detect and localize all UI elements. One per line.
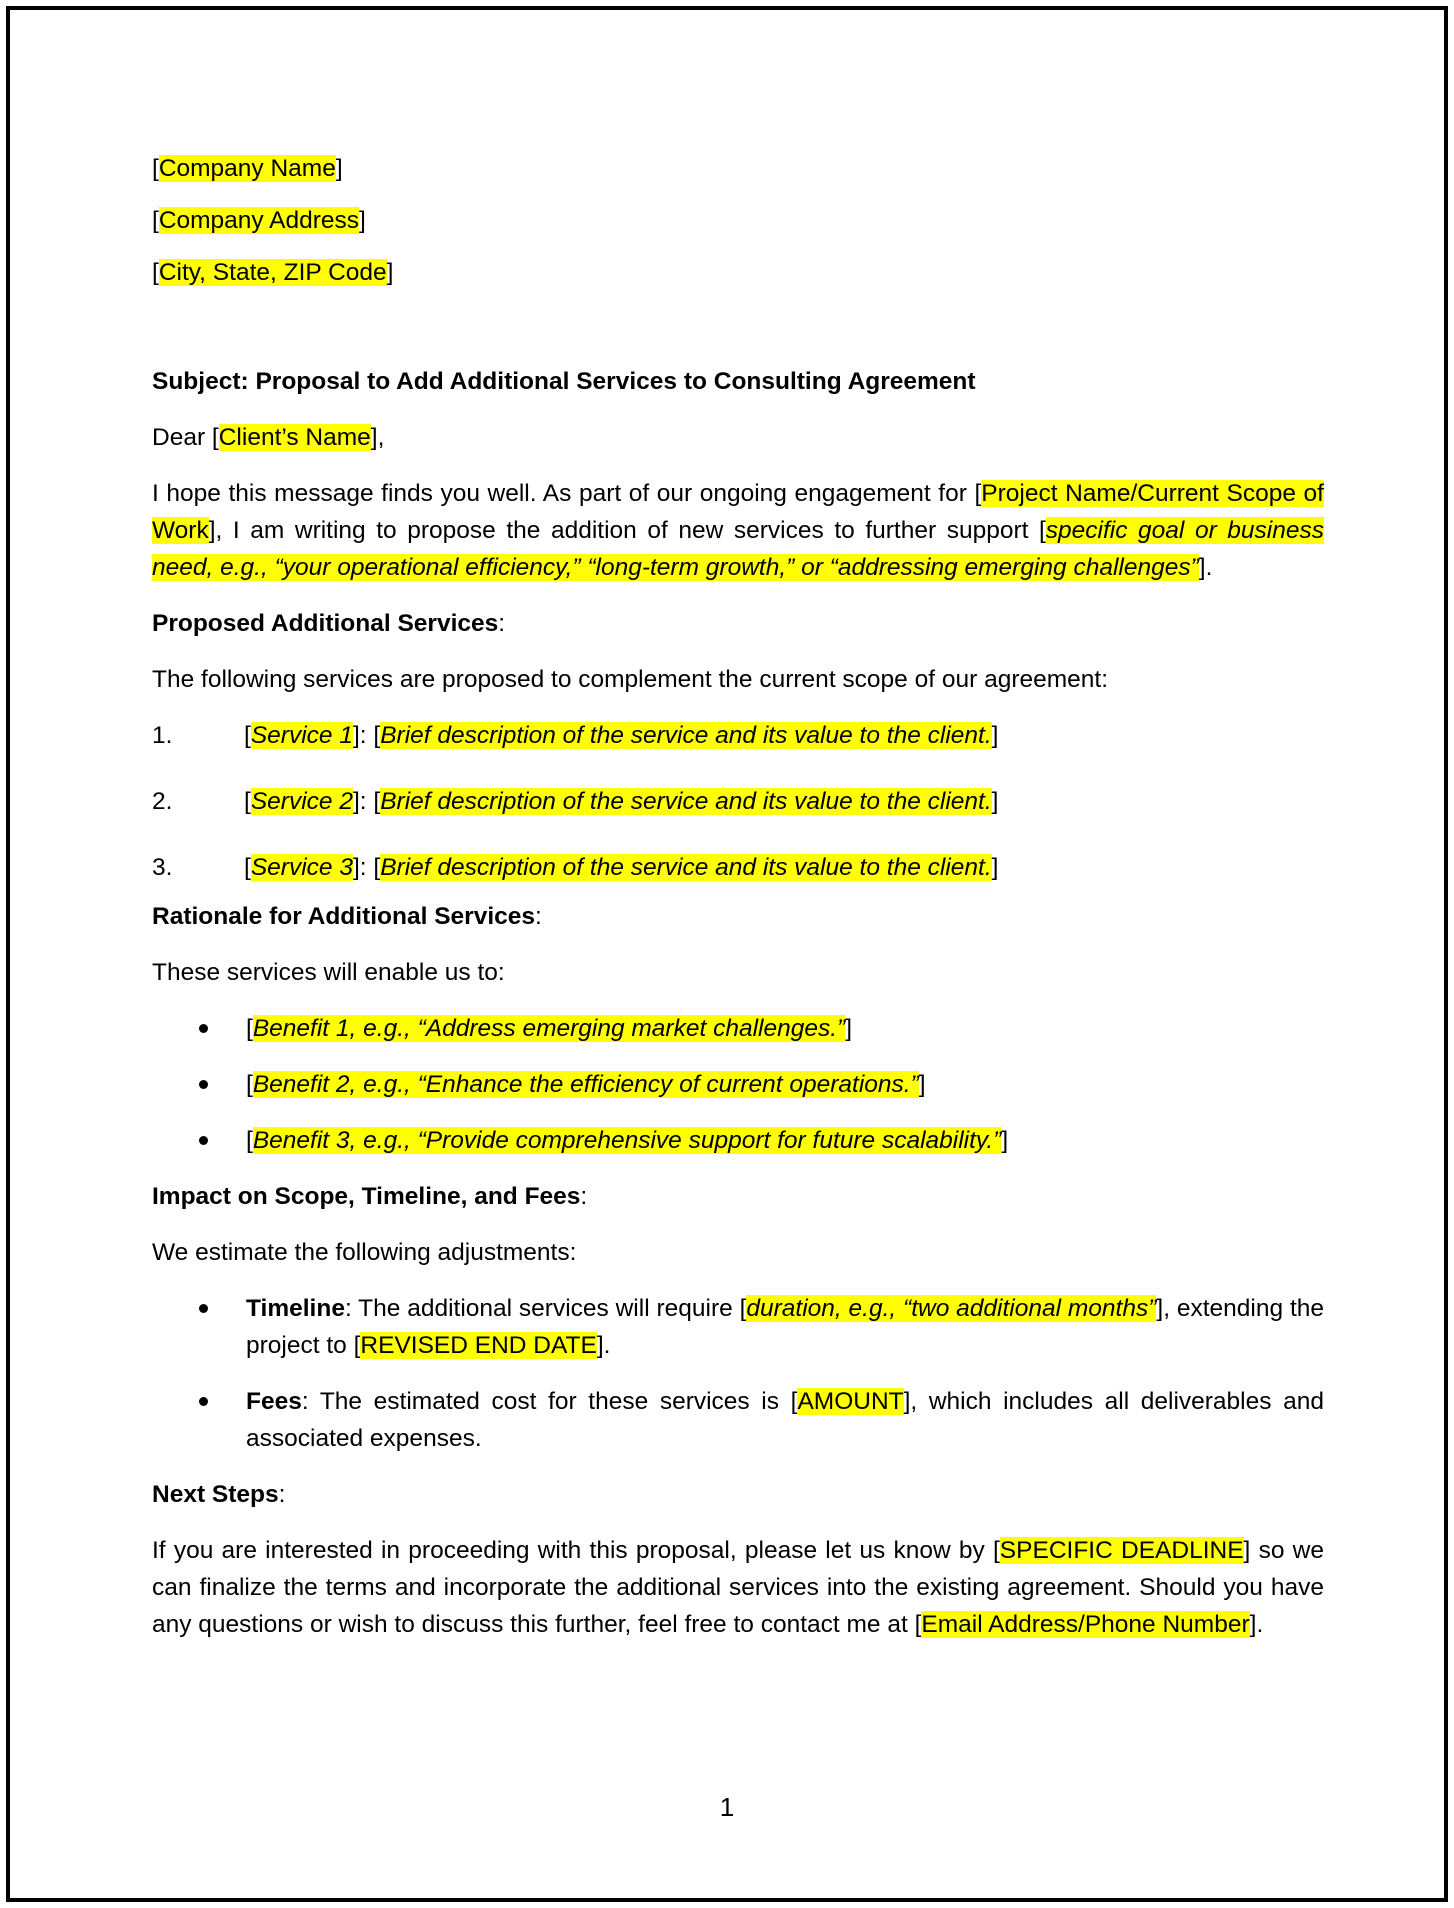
next-steps-text-3: . xyxy=(1256,1611,1264,1638)
intro-text-3: . xyxy=(1205,554,1213,581)
salutation: Dear [Client’s Name], xyxy=(152,424,385,451)
project-placeholder: Project Name/Current Scope of Work xyxy=(152,480,1324,544)
salutation-suffix: , xyxy=(377,424,385,451)
fees-text-1: : The estimated cost for these services is xyxy=(301,1388,791,1415)
impact-heading-line: Impact on Scope, Timeline, and Fees: xyxy=(152,1183,588,1210)
service-number: 1. xyxy=(152,722,173,749)
rationale-intro: These services will enable us to: xyxy=(152,959,505,986)
fees-label: Fees xyxy=(246,1388,302,1415)
services-intro: The following services are proposed to complement the current scope of our agreement: xyxy=(152,666,1109,693)
deadline-placeholder: SPECIFIC DEADLINE xyxy=(999,1537,1244,1564)
benefit-placeholder: Benefit 3, e.g., “Provide comprehensive support for future scalability.” xyxy=(252,1127,1002,1154)
bullet-icon xyxy=(199,1024,208,1033)
benefits-list xyxy=(152,1010,1324,1159)
company-name-line: [Company Name] xyxy=(152,155,343,182)
city-state-zip-placeholder: City, State, ZIP Code xyxy=(158,259,387,286)
impact-intro: We estimate the following adjustments: xyxy=(152,1239,577,1266)
end-date-placeholder: REVISED END DATE xyxy=(360,1332,597,1359)
rationale-heading: Rationale for Additional Services xyxy=(152,903,536,930)
bullet-icon xyxy=(199,1080,208,1089)
impact-list xyxy=(152,1290,1324,1457)
service-description-placeholder: Brief description of the service and its value to the client. xyxy=(380,722,992,749)
bullet-icon xyxy=(199,1136,208,1145)
impact-heading: Impact on Scope, Timeline, and Fees xyxy=(152,1183,581,1210)
next-steps-heading-line: Next Steps: xyxy=(152,1481,286,1508)
service-description-placeholder: Brief description of the service and its value to the client. xyxy=(380,788,992,815)
services-heading: Proposed Additional Services xyxy=(152,610,499,637)
services-heading-line: Proposed Additional Services: xyxy=(152,610,506,637)
timeline-text-3: . xyxy=(603,1332,611,1359)
salutation-prefix: Dear xyxy=(152,424,212,451)
next-steps-text-1: If you are interested in proceeding with this proposal, please let us know by xyxy=(152,1537,993,1564)
list-item: [Benefit 2, e.g., “Enhance the efficiency of current operations.”] xyxy=(152,1066,1324,1103)
intro-text-2: , I am writing to propose the addition of new services to further support xyxy=(215,517,1039,544)
city-state-zip-line: [City, State, ZIP Code] xyxy=(152,259,394,286)
subject-line: Subject: Proposal to Add Additional Services to Consulting Agreement xyxy=(152,368,976,395)
services-list xyxy=(152,717,1324,886)
bullet-icon xyxy=(199,1304,208,1313)
rationale-heading-line: Rationale for Additional Services: xyxy=(152,903,542,930)
timeline-label: Timeline xyxy=(246,1295,345,1322)
company-name-placeholder: Company Name xyxy=(158,155,336,182)
list-item: [Benefit 3, e.g., “Provide comprehensive support for future scalability.”] xyxy=(152,1122,1324,1159)
timeline-text-1: : The additional services will require xyxy=(344,1295,740,1322)
page-number: 1 xyxy=(719,1792,735,1822)
intro-paragraph: I hope this message finds you well. As part of our ongoing engagement for [Project Name/Current Scope of Work], I am writing to propose the addition of new services to further support [specific goal or business need, e.g., “your operational efficiency,” “long-term growth,” or “addressing emerging challenges”]. xyxy=(152,480,1324,581)
list-item: 1. [Service 1]: [Brief description of the service and its value to the client.] xyxy=(152,717,1324,754)
bullet-icon xyxy=(199,1397,208,1406)
list-item: 2. [Service 2]: [Brief description of the service and its value to the client.] xyxy=(152,783,1324,820)
benefit-placeholder: Benefit 2, e.g., “Enhance the efficiency of current operations.” xyxy=(252,1071,919,1098)
next-steps-paragraph: If you are interested in proceeding with this proposal, please let us know by [SPECIFIC DEADLINE] so we can finalize the terms and incorporate the additional services into the existing agreement. Should you have any questions or wish to discuss this further, feel free to contact me at [Email Address/Phone Number]. xyxy=(152,1537,1324,1638)
service-name-placeholder: Service 1 xyxy=(250,722,353,749)
duration-placeholder: duration, e.g., “two additional months” xyxy=(746,1295,1157,1322)
benefit-placeholder: Benefit 1, e.g., “Address emerging market challenges.” xyxy=(252,1015,846,1042)
list-item: Timeline: The additional services will require [duration, e.g., “two additional months”], extending the project to [REVISED END DATE]. xyxy=(152,1290,1324,1364)
document-body xyxy=(152,150,1324,1662)
list-item: [Benefit 1, e.g., “Address emerging market challenges.”] xyxy=(152,1010,1324,1047)
amount-placeholder: AMOUNT xyxy=(797,1388,904,1415)
next-steps-heading: Next Steps xyxy=(152,1481,279,1508)
goal-placeholder: specific goal or business need, e.g., “your operational efficiency,” “long-term growth,” or “addressing emerging challenges” xyxy=(152,517,1324,581)
timeline-text-2: , extending the project to xyxy=(246,1295,1325,1359)
document-page xyxy=(6,6,1448,1902)
client-name-placeholder: Client’s Name xyxy=(218,424,371,451)
service-description-placeholder: Brief description of the service and its value to the client. xyxy=(380,854,992,881)
list-item: 3. [Service 3]: [Brief description of the service and its value to the client.] xyxy=(152,849,1324,886)
fees-text-2: , which includes all deliverables and associated expenses. xyxy=(246,1388,1324,1452)
next-steps-text-2: so we can finalize the terms and incorporate the additional services into the existing agreement. Should you have any questions or wish to discuss this further, feel free to contact me at xyxy=(152,1537,1324,1638)
service-number: 2. xyxy=(152,788,173,815)
service-name-placeholder: Service 2 xyxy=(250,788,353,815)
company-address-line: [Company Address] xyxy=(152,207,366,234)
service-number: 3. xyxy=(152,854,173,881)
contact-placeholder: Email Address/Phone Number xyxy=(921,1611,1250,1638)
company-address-placeholder: Company Address xyxy=(158,207,359,234)
service-name-placeholder: Service 3 xyxy=(250,854,353,881)
list-item: Fees: The estimated cost for these services is [AMOUNT], which includes all deliverables and associated expenses. xyxy=(152,1383,1324,1457)
intro-text-1: I hope this message finds you well. As part of our ongoing engagement for xyxy=(152,480,975,507)
